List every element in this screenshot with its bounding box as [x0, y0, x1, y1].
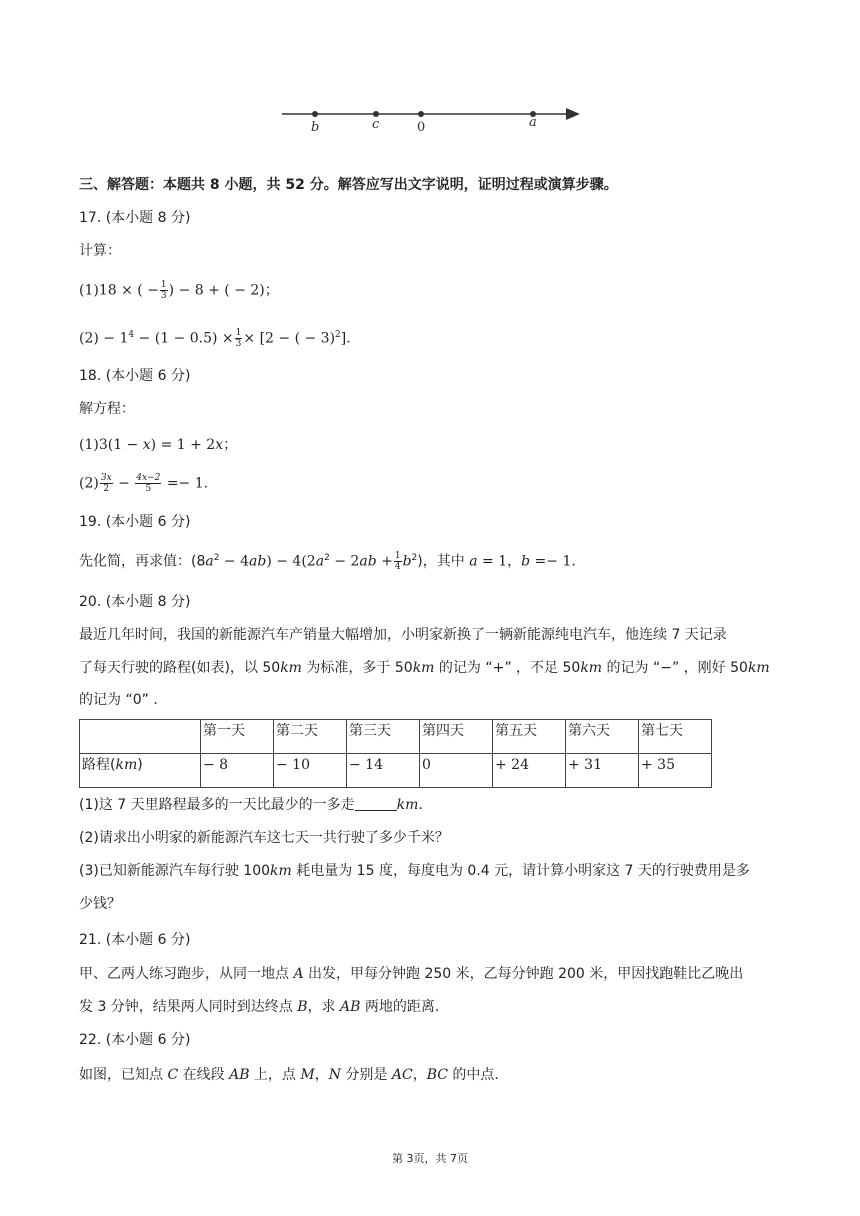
q20-line3: 的记为 “0” .	[79, 692, 158, 708]
q22-header: 22. (本小题 6 分)	[79, 1032, 191, 1048]
row-label: 路程(km)	[80, 754, 201, 788]
table-cell: 第七天	[639, 720, 712, 754]
q18-part2: (2) $\frac{3x}{2}$ − $\frac{4x-2}{5}$ =− 1.	[79, 473, 209, 494]
fraction: $\frac{3x}{2}$	[100, 473, 112, 494]
point-zero	[418, 111, 424, 117]
distance-table	[79, 719, 712, 788]
q17-instruction: 计算：	[79, 243, 121, 259]
q18-part1: (1)3(1 − x) = 1 + 2x；	[79, 437, 238, 453]
table-cell: − 8	[201, 754, 274, 788]
point-b	[312, 111, 318, 117]
page-footer: 第 3页，共 7页	[392, 1152, 468, 1165]
table-cell: − 10	[274, 754, 347, 788]
q22-line: 如图，已知点 C 在线段 AB 上，点 M，N 分别是 AC，BC 的中点.	[79, 1067, 499, 1083]
answer-blank	[355, 796, 397, 811]
table-cell: + 35	[639, 754, 712, 788]
table-row	[80, 720, 712, 754]
q18-header: 18. (本小题 6 分)	[79, 368, 191, 384]
q20-line2: 了每天行驶的路程(如表)，以 50km 为标准，多于 50km 的记为 “+” ，不足 50km 的记为 “−” ，刚好 50km	[79, 660, 770, 676]
q21-line2: 发 3 分钟，结果两人同时到达终点 B，求 AB 两地的距离.	[79, 999, 440, 1015]
label-zero: 0	[417, 120, 426, 135]
q20-line1: 最近几年时间，我国的新能源汽车产销量大幅增加，小明家新换了一辆新能源纯电汽车，他连续 7 天记录	[79, 627, 727, 643]
q21-header: 21. (本小题 6 分)	[79, 932, 191, 948]
fraction: $\frac{1}{4}$	[394, 551, 401, 572]
q20-sub3-cont: 少钱？	[79, 896, 121, 912]
table-cell: 第一天	[201, 720, 274, 754]
number-line-arrow	[566, 108, 580, 120]
fraction: $\frac{1}{3}$	[235, 328, 242, 349]
table-cell: 第六天	[566, 720, 639, 754]
table-row	[80, 754, 712, 788]
fraction: $\frac{1}{3}$	[160, 280, 167, 301]
table-cell: − 14	[347, 754, 420, 788]
q19-header: 19. (本小题 6 分)	[79, 514, 191, 530]
q20-sub3: (3)已知新能源汽车每行驶 100km 耗电量为 15 度，每度电为 0.4 元，请计算小明家这 7 天的行驶费用是多	[79, 863, 750, 879]
q20-header: 20. (本小题 8 分)	[79, 594, 191, 610]
section3-heading: 三、解答题：本题共 8 小题，共 52 分。解答应写出文字说明，证明过程或演算步骤。	[79, 177, 618, 193]
table-cell: 第五天	[493, 720, 566, 754]
label-b: b	[311, 120, 320, 135]
number-line-figure	[0, 0, 860, 140]
table-cell	[80, 720, 201, 754]
q20-sub1: (1)这 7 天里路程最多的一天比最少的一多走 km.	[79, 797, 423, 813]
label-c: c	[372, 117, 380, 132]
q20-sub2: (2)请求出小明家的新能源汽车这七天一共行驶了多少千米？	[79, 830, 449, 846]
table-cell: 第三天	[347, 720, 420, 754]
label-a: a	[529, 115, 537, 130]
q18-instruction: 解方程：	[79, 401, 135, 417]
q17-header: 17. (本小题 8 分)	[79, 210, 191, 226]
q17-part2: $(2) - 1^4 - (1 - 0.5)$ × $\frac{1}{3}$ × [2 − ( − 3)$^2$].	[79, 328, 351, 349]
q17-part1: (1)18 × ( − $\frac{1}{3}$ ) − 8 + ( − 2)；	[79, 280, 279, 301]
table-cell: + 31	[566, 754, 639, 788]
table-cell: 0	[420, 754, 493, 788]
table-cell: 第二天	[274, 720, 347, 754]
q19-text: 先化简，再求值：$(8a^2 - 4ab) - 4(2a^2 - 2ab$ + $\frac{1}{4}$ $b^2$)，其中 a = 1，b =− 1.	[79, 551, 576, 572]
q21-line1: 甲、乙两人练习跑步，从同一地点 A 出发，甲每分钟跑 250 米，乙每分钟跑 200 米，甲因找跑鞋比乙晚出	[79, 966, 744, 982]
table-cell: 第四天	[420, 720, 493, 754]
table-cell: + 24	[493, 754, 566, 788]
fraction: $\frac{4x-2}{5}$	[136, 473, 161, 494]
